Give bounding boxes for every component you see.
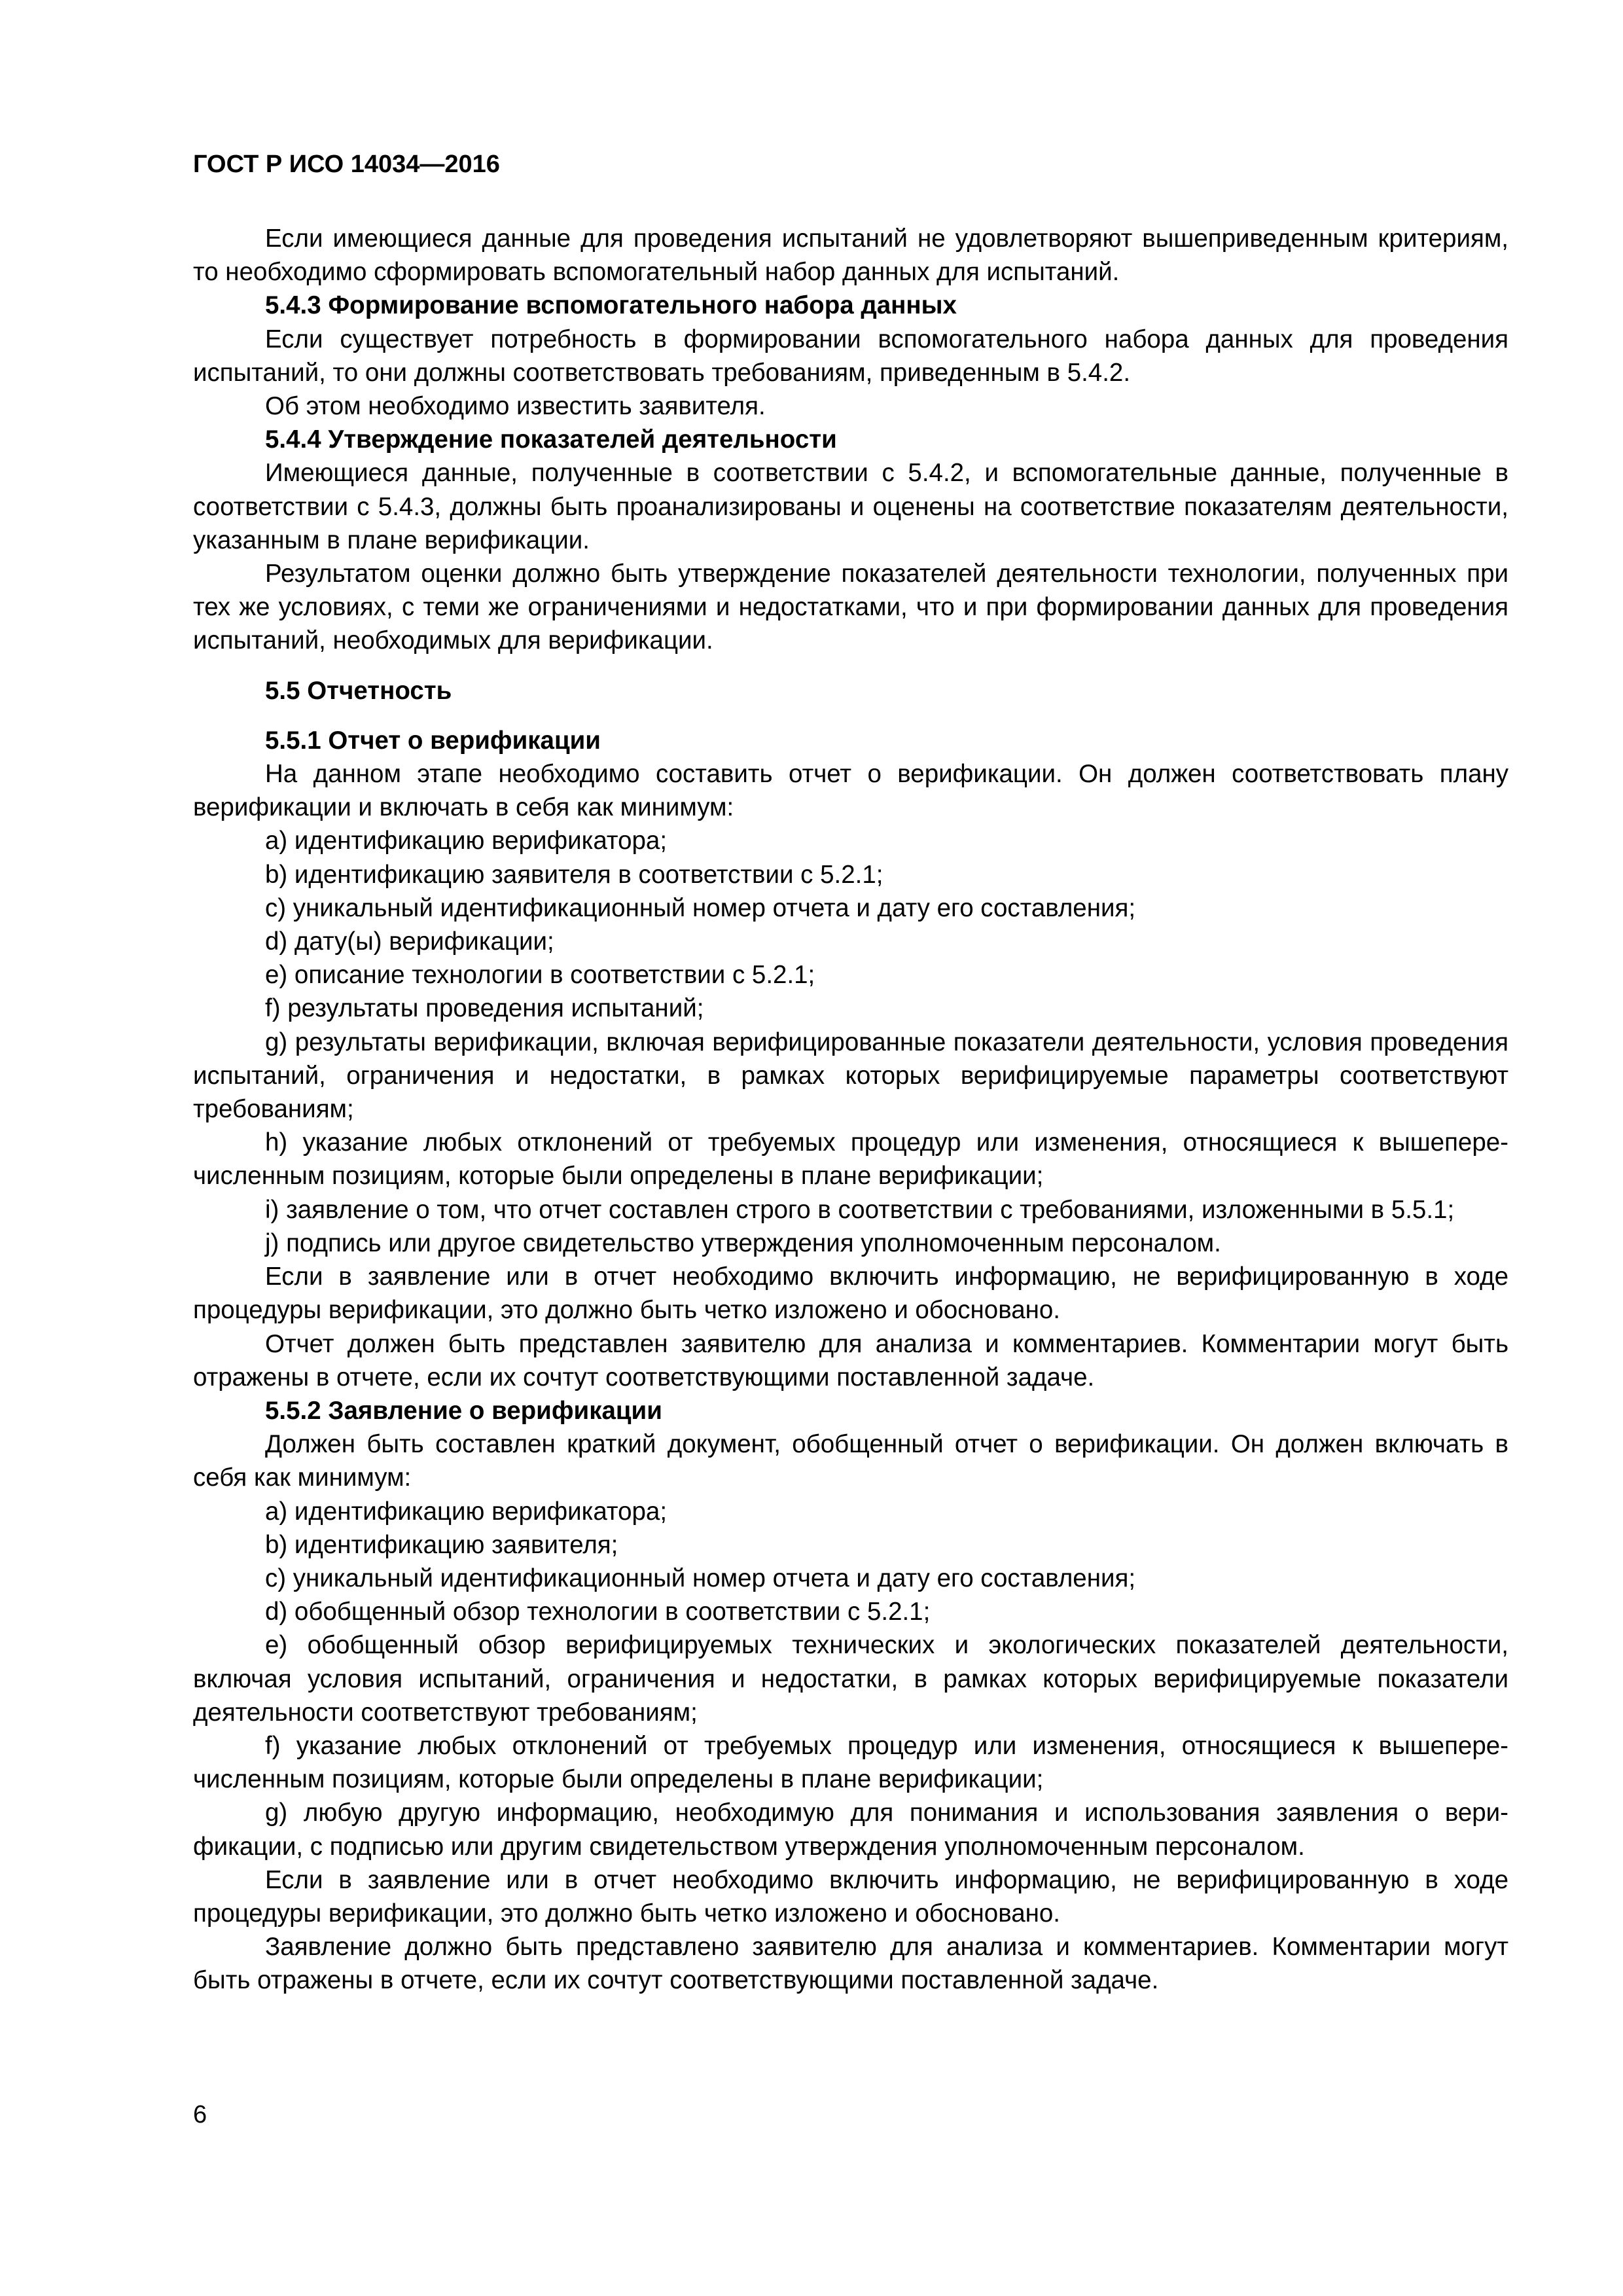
paragraph: f) результаты проведения испытаний;: [265, 994, 704, 1023]
paragraph: c) уникальный идентификационный номер отчета и дату его составления;: [265, 1564, 1136, 1592]
document-page: [193, 147, 1508, 1998]
paragraph: b) идентификацию заявителя;: [265, 1530, 618, 1559]
paragraph: b) идентификацию заявителя в соответствии с 5.2.1;: [265, 860, 883, 889]
paragraph: c) уникальный идентификационный номер отчета и дату его составления;: [265, 893, 1136, 922]
paragraph: Заявление должно быть представлено заявителю для анализа и комментариев. Комментарии могут быть отражены в отчете, если их сочтут соответствующими поставленной задаче.: [193, 1933, 1508, 1995]
paragraph: Отчет должен быть представлен заявителю для анализа и комментариев. Комментарии могут быть отражены в отчете, если их сочтут соответствующими поставленной задаче.: [193, 1329, 1508, 1391]
paragraph: a) идентификацию верификатора;: [265, 1497, 668, 1526]
section-heading: 5.5.1 Отчет о верификации: [265, 726, 601, 755]
paragraph: Если существует потребность в формировании вспомогательного набора данных для проведения испытаний, то они должны соответствовать требованиям, приведенным в 5.4.2.: [193, 325, 1508, 387]
paragraph: d) обобщенный обзор технологии в соответствии с 5.2.1;: [265, 1598, 931, 1626]
paragraph: Об этом необходимо известить заявителя.: [265, 392, 766, 421]
paragraph: g) любую другую информацию, необходимую для понимания и использования заявления о верификации, с подписью или другим свидетельством утверждения уполномоченным персоналом.: [193, 1799, 1508, 1861]
section-heading: 5.4.3 Формирование вспомогательного набора данных: [265, 291, 957, 320]
section-heading: 5.5.2 Заявление о верификации: [265, 1396, 662, 1425]
paragraph: f) указание любых отклонений от требуемых процедур или изменения, относящиеся к вышеперечисленным позициям, которые были определены в плане верификации;: [193, 1731, 1508, 1794]
paragraph: j) подпись или другое свидетельство утверждения уполномоченным персоналом.: [265, 1229, 1221, 1257]
paragraph: d) дату(ы) верификации;: [265, 927, 554, 956]
document-body: [193, 222, 1508, 1998]
section-heading: 5.5 Отчетность: [265, 676, 452, 705]
paragraph: h) указание любых отклонений от требуемых процедур или изменения, относящиеся к вышеперечисленным позициям, которые были определены в плане верификации;: [193, 1128, 1508, 1191]
paragraph: Результатом оценки должно быть утверждение показателей деятельности технологии, полученных при тех же условиях, с теми же ограничениями и недостатками, что и при формировании данных для проведения испытаний, необходимых для верификации.: [193, 560, 1508, 655]
paragraph: Должен быть составлен краткий документ, обобщенный отчет о верификации. Он должен включать в себя как минимум:: [193, 1430, 1508, 1492]
page-number: 6: [193, 2101, 207, 2128]
paragraph: e) обобщенный обзор верифицируемых технических и экологических показателей деятельности, включая условия испытаний, ограничения и недостатки, в рамках которых верифицируемые показатели деятельности соответствуют требованиям;: [193, 1631, 1508, 1727]
paragraph: Если в заявление или в отчет необходимо включить информацию, не верифицированную в ходе процедуры верификации, это должно быть четко изложено и обосновано.: [193, 1263, 1508, 1325]
document-header: ГОСТ Р ИСО 14034—2016: [193, 151, 500, 178]
paragraph: i) заявление о том, что отчет составлен строго в соответствии с требованиями, изложенными в 5.5.1;: [265, 1195, 1455, 1224]
paragraph: На данном этапе необходимо составить отчет о верификации. Он должен соответствовать плану верификации и включать в себя как минимум:: [193, 760, 1508, 822]
paragraph: Если имеющиеся данные для проведения испытаний не удовлетворяют вышеприведенным критериям, то необходимо сформировать вспомогательный набор данных для испытаний.: [193, 224, 1508, 287]
paragraph: g) результаты верификации, включая верифицированные показатели деятельности, условия проведения испытаний, ограничения и недостатки, в рамках которых верифицируемые параметры соответствуют требованиям;: [193, 1028, 1508, 1124]
paragraph: Если в заявление или в отчет необходимо включить информацию, не верифицированную в ходе процедуры верификации, это должно быть четко изложено и обосновано.: [193, 1865, 1508, 1928]
section-heading: 5.4.4 Утверждение показателей деятельности: [265, 425, 837, 454]
paragraph: e) описание технологии в соответствии с 5.2.1;: [265, 961, 815, 990]
paragraph: Имеющиеся данные, полученные в соответствии с 5.4.2, и вспомогательные данные, полученные в соответствии с 5.4.3, должны быть проанализированы и оценены на соответствие показателям деятельности, указанным в плане верификации.: [193, 459, 1508, 554]
paragraph: a) идентификацию верификатора;: [265, 827, 668, 855]
